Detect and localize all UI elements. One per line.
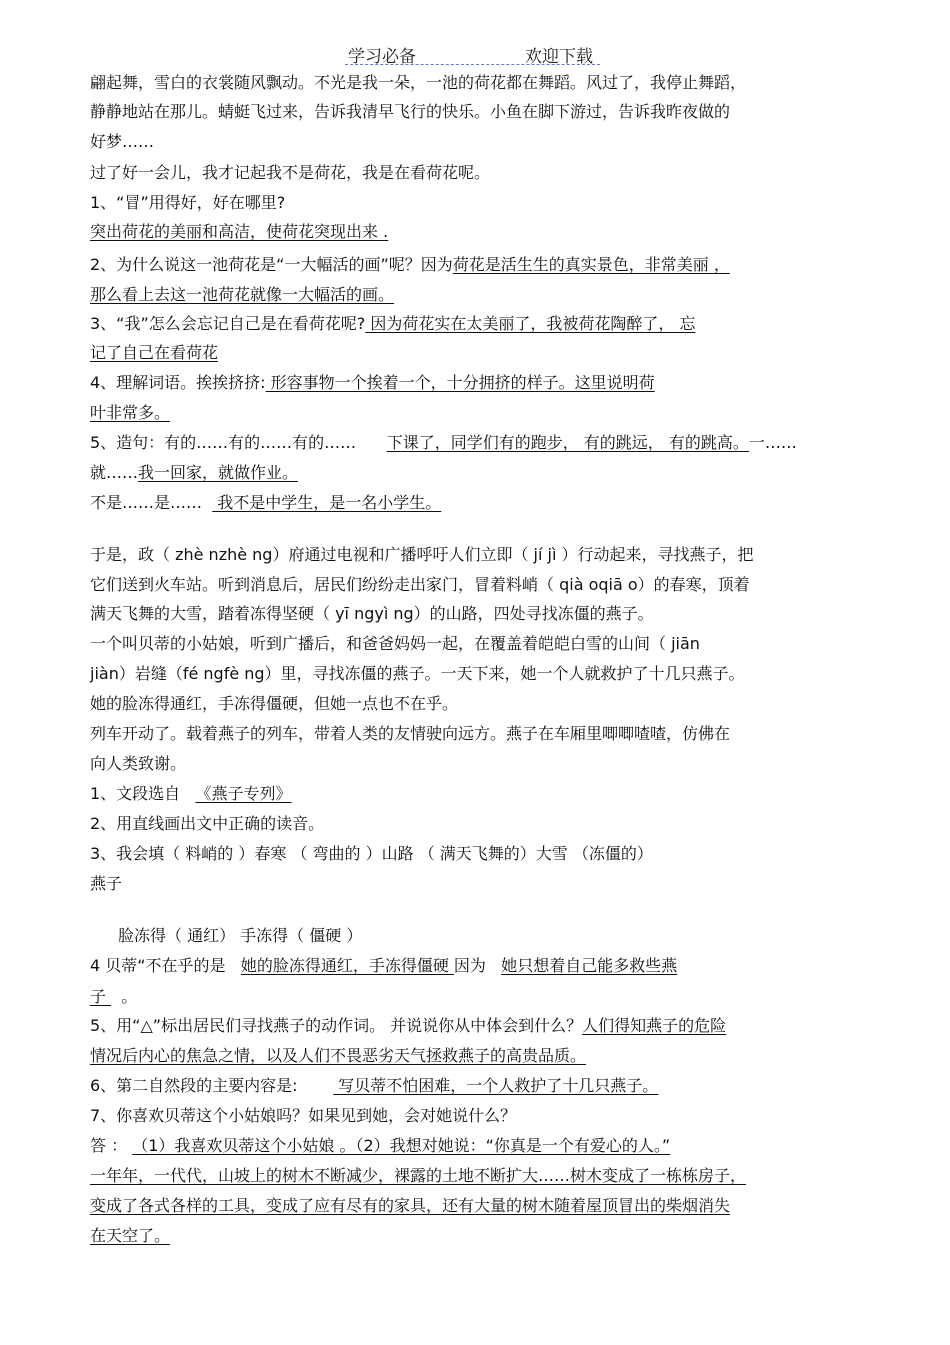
answer-3-b: 记了自己在看荷花 [90, 343, 219, 362]
question-b3: 3、我会填（ 料峭的 ）春寒 （ 弯曲的 ）山路 （ 满天飞舞的）大雪 （冻僵的） [90, 844, 653, 863]
question-1: 1、“冒”用得好，好在哪里? [90, 193, 286, 212]
passage3-text: 一年年，一代代，山坡上的树木不断减少，裸露的土地不断扩大……树木变成了一栋栋房子， [90, 1166, 747, 1185]
question-5-prefix-2: 就…… [90, 463, 139, 482]
passage2-line: 它们送到火车站。听到消息后，居民们纷纷走出家门，冒着料峭（ qià oqiā o）的春寒，顶着 [90, 575, 750, 594]
question-b5 [90, 1015, 726, 1037]
passage2-line: 满天飞舞的大雪，踏着冻得坚硬（ yī ngyì ng）的山路，四处寻找冻僵的燕子。 [90, 604, 654, 623]
answer-5-c: 我不是中学生，是一名小学生。 [212, 493, 442, 512]
answer-b5-b: 情况后内心的焦急之情，以及人们不畏恶劣天气拯救燕子的高贵品质。 [90, 1046, 587, 1065]
question-2 [90, 254, 730, 276]
answer-3-a: 因为荷花实在太美丽了，我被荷花陶醉了， 忘 [365, 314, 696, 333]
passage2-line: 列车开动了。载着燕子的列车，带着人类的友情驶向远方。燕子在车厢里唧唧喳喳，仿佛在 [90, 724, 731, 743]
answer-2-a: 荷花是活生生的真实景色，非常美丽 ， [452, 255, 730, 274]
header-divider [345, 64, 600, 65]
question-b4-mid: 因为 [453, 956, 486, 975]
passage1-line: 静静地站在那儿。蜻蜓飞过来，告诉我清早飞行的快乐。小鱼在脚下游过，告诉我昨夜做的 [90, 102, 731, 121]
answer-2-line2 [90, 284, 394, 306]
question-b4-prefix: 4 贝蒂“不在乎的是 [90, 956, 226, 975]
question-3-text: 3、“我”怎么会忘记自己是在看荷花呢? [90, 314, 366, 333]
answer-b7: （1）我喜欢贝蒂这个小姑娘 。（2）我想对她说：“你真是一个有爱心的人。” [132, 1136, 671, 1155]
answer-b4-a: 她的脸冻得通红，手冻得僵硬 [240, 956, 454, 975]
question-b5-text: 5、用“△”标出居民们寻找燕子的动作词。 并说说你从中体会到什么？ [90, 1016, 583, 1035]
question-4 [90, 372, 655, 394]
question-5-line2 [90, 462, 298, 484]
passage2-line: 向人类致谢。 [90, 754, 187, 773]
question-b3-line2: 燕子 [90, 874, 123, 893]
question-b5-line2 [90, 1045, 586, 1067]
answer-1 [90, 221, 388, 243]
passage2-line: jiàn）岩缝（fé ngfè ng）里，寻找冻僵的燕子。一天下来，她一个人就救护了十几只燕子。 [90, 664, 745, 683]
answer-b5-a: 人们得知燕子的危险 [582, 1016, 727, 1035]
passage3-line [90, 1165, 746, 1187]
passage2-line: 于是，政（ zhè nzhè ng）府通过电视和广播呼吁人们立即（ jí jì ）行动起来，寻找燕子，把 [90, 545, 754, 564]
question-5-line3 [90, 492, 441, 514]
passage1-line: 好梦…… [90, 132, 155, 151]
passage3-text: 在天空了。 [90, 1226, 171, 1245]
question-b2: 2、用直线画出文中正确的读音。 [90, 814, 325, 833]
header-left: 学习必备 [348, 47, 416, 67]
passage1-line: 过了好一会儿，我才记起我不是荷花，我是在看荷花呢。 [90, 163, 491, 182]
question-5-suffix: 一…… [748, 433, 797, 452]
answer-5-b: 我一回家，就做作业。 [138, 463, 299, 482]
passage3-line [90, 1195, 730, 1217]
question-5 [90, 432, 797, 454]
passage3-line [90, 1225, 170, 1247]
passage3-text: 变成了各式各样的工具，变成了应有尽有的家具，还有大量的树木随着屋顶冒出的柴烟消失 [90, 1196, 731, 1215]
question-b1-text: 1、文段选自 [90, 784, 181, 803]
passage1-line: 翩起舞，雪白的衣裳随风飘动。不光是我一朵，一池的荷花都在舞蹈。风过了，我停止舞蹈， [90, 73, 747, 92]
answer-4-line2 [90, 402, 170, 424]
question-5-text: 5、造句：有的……有的……有的…… [90, 433, 357, 452]
answer-3-line2 [90, 342, 218, 364]
question-b7: 7、你喜欢贝蒂这个小姑娘吗？如果见到她，会对她说什么？ [90, 1106, 517, 1125]
answer-1-text: 突出荷花的美丽和高洁，使荷花突现出来 . [90, 222, 389, 241]
question-b1 [90, 783, 291, 805]
answer-b6: 写贝蒂不怕困难，一个人救护了十几只燕子。 [333, 1076, 659, 1095]
answer-b1: 《燕子专列》 [195, 784, 292, 803]
question-4-text: 4、理解词语。挨挨挤挤: [90, 373, 266, 392]
question-b6-text: 6、第二自然段的主要内容是: [90, 1076, 298, 1095]
question-b6 [90, 1075, 658, 1097]
passage2-line: 她的脸冻得通红，手冻得僵硬，但她一点也不在乎。 [90, 694, 459, 713]
question-3 [90, 313, 695, 335]
question-b7-prefix: 答 ： [90, 1136, 128, 1155]
answer-4-a: 形容事物一个挨着一个，十分拥挤的样子。这里说明荷 [265, 373, 655, 392]
answer-b4-b: 她只想着自己能多救些燕 [501, 956, 678, 975]
question-b3-line3: 脸冻得（ 通红） 手冻得（ 僵硬 ） [118, 926, 363, 945]
question-b4-suffix: 。 [121, 987, 138, 1006]
passage2-line: 一个叫贝蒂的小姑娘，听到广播后，和爸爸妈妈一起，在覆盖着皑皑白雪的山间（ jiān [90, 634, 700, 653]
answer-5-a: 下课了，同学们有的跑步， 有的跳远， 有的跳高。 [386, 433, 749, 452]
question-5-prefix-3: 不是……是…… [90, 493, 203, 512]
answer-4-b: 叶非常多。 [90, 403, 171, 422]
question-b4 [90, 955, 677, 977]
question-b7-answer [90, 1135, 670, 1157]
header-right: 欢迎下载 [525, 47, 593, 67]
answer-2-b: 那么看上去这一池荷花就像一大幅活的画。 [90, 285, 395, 304]
question-b4-line2 [90, 986, 137, 1008]
question-2-text: 2、为什么说这一池荷花是“一大幅活的画”呢？因为 [90, 255, 453, 274]
answer-b4-c: 子 [90, 987, 112, 1006]
